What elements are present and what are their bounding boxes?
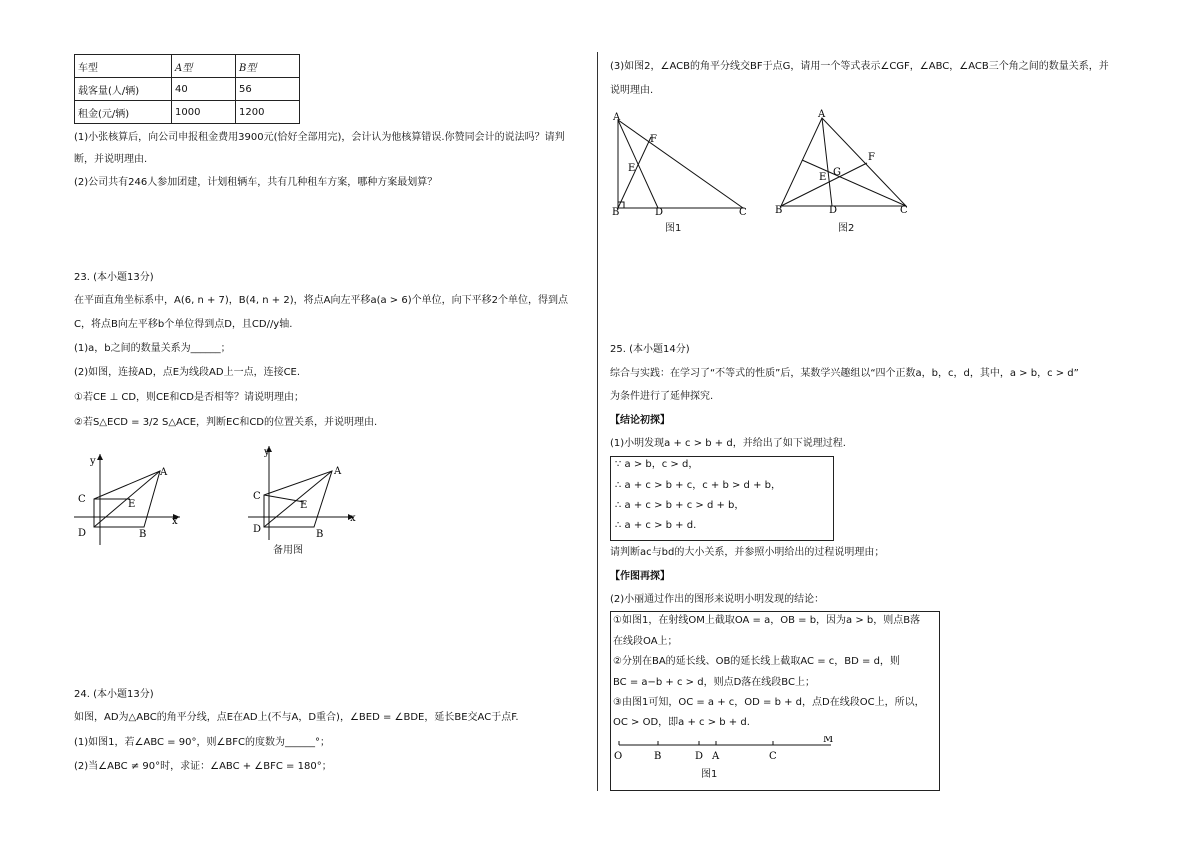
table-cell: 载客量(人/辆) [75,78,172,101]
q25-line4: 请判断ac与bd的大小关系，并参照小明给出的过程说明理由； [610,547,885,558]
point-label-A: A [613,112,621,123]
ray-label-B: B [654,751,662,762]
explanation-line: 在线段OA上； [613,636,678,647]
table-cell: 1200 [236,101,300,124]
q24-figure-2 [772,106,917,216]
q24-line1: 如图，AD为△ABC的角平分线，点E在AD上(不与A，D重合)，∠BED = ∠BDE，延长BE交AC于点F. [74,712,519,723]
q25-heading-2: 【作图再探】 [610,571,670,582]
q23-line3: (1)a，b之间的数量关系为______； [74,343,231,354]
q24-title: 24. (本小题13分) [74,689,154,700]
point-label-C: C [900,205,908,216]
q24-line3: (2)当∠ABC ≠ 90°时，求证：∠ABC + ∠BFC = 180°； [74,761,332,772]
q24-figure-1 [608,108,753,216]
point-label-A: A [818,109,826,120]
q23-figure-main [70,450,190,546]
ray-diagram [611,736,937,770]
table-header-row [75,55,300,78]
point-label-E: E [128,499,136,510]
ray-label-C: C [769,751,777,762]
car-rental-table [74,54,300,124]
table-cell: B型 [236,55,300,78]
x-axis-label: x [172,516,178,527]
explanation-line: ②分别在BA的延长线、OB的延长线上截取AC = c，BD = d，则 [613,656,900,667]
point-label-E: E [300,500,308,511]
explanation-box [610,611,940,791]
q23-line1: 在平面直角坐标系中，A(6, n + 7)，B(4, n + 2)，将点A向左平移a(a > 6)个单位，向下平移2个单位，得到点 [74,295,568,306]
proof-box [610,456,834,541]
explanation-line: BC = a−b + c > d，则点D落在线段BC上； [613,677,815,688]
point-label-G: G [833,167,841,178]
point-label-D: D [655,207,664,216]
table-cell: 56 [236,78,300,101]
point-label-B: B [316,529,324,540]
q25-heading-1: 【结论初探】 [610,415,670,426]
q25-line5: (2)小丽通过作出的图形来说明小明发现的结论： [610,594,825,605]
q23-figure-caption: 备用图 [273,545,303,556]
y-axis-label: y [90,456,96,467]
point-label-B: B [775,205,783,216]
proof-line: ∴ a + c > b + c > d + b， [615,500,745,511]
explanation-line: ①如图1，在射线OM上截取OA = a，OB = b，因为a > b，则点B落 [613,615,921,626]
point-label-F: F [650,134,657,145]
q23-line6: ②若S△ECD = 3/2 S△ACE，判断EC和CD的位置关系，并说明理由. [74,417,378,428]
explanation-line: OC > OD，即a + c > b + d. [613,717,750,728]
point-label-C: C [253,491,261,502]
q25-line2: 为条件进行了延伸探究. [610,391,714,402]
q24-line2: (1)如图1，若∠ABC = 90°，则∠BFC的度数为______°； [74,737,331,748]
table-cell: 车型 [75,55,172,78]
proof-line: ∴ a + c > b + d. [615,520,697,531]
point-label-E: E [819,172,827,183]
table-cell: A型 [172,55,236,78]
explanation-line: ③由图1可知，OC = a + c，OD = b + d，点D在线段OC上，所以， [613,697,925,708]
point-label-E: E [628,163,636,174]
ray-label-D: D [695,751,704,762]
point-label-A: A [160,467,168,478]
table-row [75,78,300,101]
ray-label-M: M [823,736,834,745]
q22-part2: (2)公司共有246人参加团建，计划租辆车，共有几种租车方案，哪种方案最划算？ [74,177,438,188]
point-label-B: B [139,529,147,540]
q24-figure1-caption: 图1 [665,223,682,234]
point-label-C: C [78,494,86,505]
proof-line: ∵ a > b，c > d， [615,459,699,470]
table-row [75,101,300,124]
q23-figure-backup [248,442,368,542]
q22-part1-line2: 断，并说明理由. [74,154,148,165]
table-cell: 租金(元/辆) [75,101,172,124]
q23-line2: C，将点B向左平移b个单位得到点D，且CD//y轴. [74,319,293,330]
ray-figure-caption: 图1 [701,769,718,780]
point-label-D: D [829,205,838,216]
point-label-F: F [868,152,875,163]
x-axis-label: x [350,513,356,524]
q22-part1-line1: (1)小张核算后，向公司申报租金费用3900元(恰好全部用完)，会计认为他核算错误.你赞同会计的说法吗？请判 [74,132,565,143]
ray-label-A: A [712,751,720,762]
point-label-A: A [334,466,342,477]
q23-line4: (2)如图，连接AD，点E为线段AD上一点，连接CE. [74,367,301,378]
q24-line4: (3)如图2，∠ACB的角平分线交BF于点G，请用一个等式表示∠CGF，∠ABC，∠ACB三个角之间的数量关系，并 [610,61,1109,72]
column-divider [597,52,598,791]
point-label-B: B [612,207,620,216]
q24-figure2-caption: 图2 [838,223,855,234]
q25-title: 25. (本小题14分) [610,344,690,355]
q25-line3: (1)小明发现a + c > b + d，并给出了如下说理过程. [610,438,846,449]
ray-label-O: O [614,751,623,762]
q25-line1: 综合与实践：在学习了“不等式的性质”后，某数学兴趣组以“四个正数a，b，c，d，其中，a > b，c > d” [610,368,1079,379]
q24-line5: 说明理由. [610,85,654,96]
q23-title: 23. (本小题13分) [74,272,154,283]
q23-line5: ①若CE ⊥ CD，则CE和CD是否相等？请说明理由； [74,392,304,403]
point-label-C: C [739,207,747,216]
point-label-D: D [253,524,262,535]
table-cell: 40 [172,78,236,101]
y-axis-label: y [264,447,270,458]
table-cell: 1000 [172,101,236,124]
point-label-D: D [78,528,87,539]
proof-line: ∴ a + c > b + c，c + b > d + b， [615,480,781,491]
